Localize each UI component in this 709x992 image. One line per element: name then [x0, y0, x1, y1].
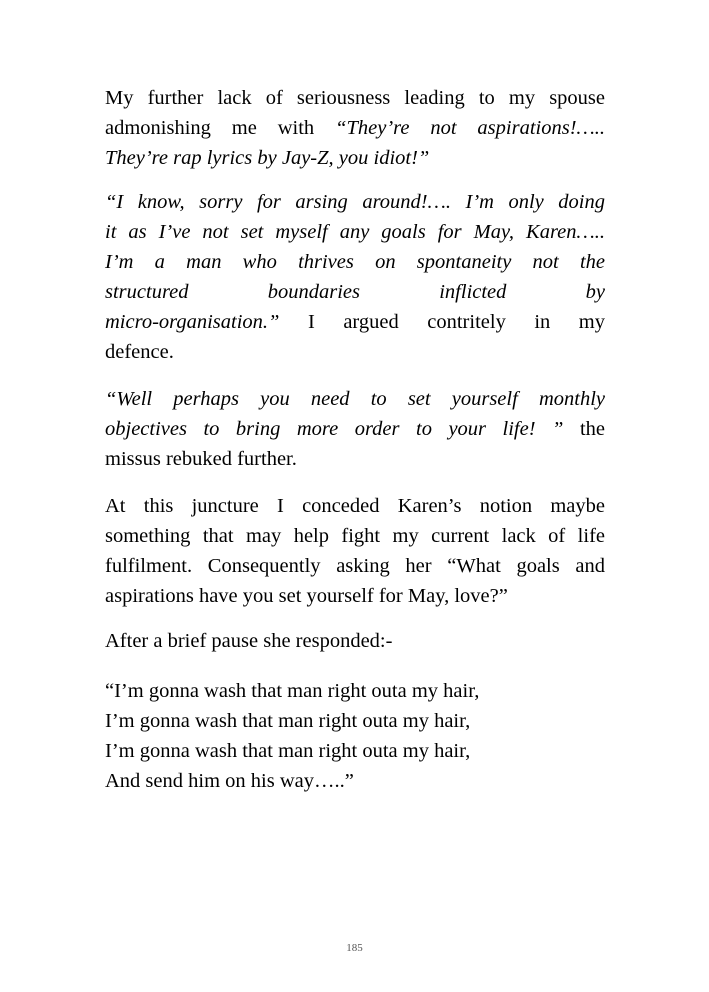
paragraph-3-line-2 — [105, 414, 605, 444]
paragraph-1-line-3: They’re rap lyrics by Jay-Z, you idiot!” — [105, 147, 430, 169]
paragraph-3-line-1: “Well perhaps you need to set yourself monthly — [105, 388, 605, 410]
paragraph-4-line-4: aspirations have you set yourself for May, love?” — [105, 585, 508, 607]
paragraph-2-line-5 — [105, 307, 605, 337]
lyrics-line-1: “I’m gonna wash that man right outa my hair, — [105, 680, 480, 702]
paragraph-2-line-2: it as I’ve not set myself any goals for May, Karen….. — [105, 221, 605, 243]
paragraph-5 — [105, 626, 605, 656]
paragraph-2-line-5-roman: I argued contritely in my — [307, 311, 606, 333]
paragraph-1 — [105, 83, 605, 173]
paragraph-4-line-1: At this juncture I conceded Karen’s notion maybe — [105, 495, 605, 517]
paragraph-1-line-2-roman: admonishing me with — [105, 117, 315, 139]
paragraph-2-line-3: I’m a man who thrives on spontaneity not the — [105, 251, 605, 273]
paragraph-3 — [105, 384, 605, 474]
page-number: 185 — [346, 942, 363, 954]
paragraph-3-line-2-italic: objectives to bring more order to your life! ” — [105, 418, 564, 440]
paragraph-3-line-3: missus rebuked further. — [105, 448, 297, 470]
paragraph-2-line-4: structured boundaries inflicted by — [105, 281, 605, 303]
paragraph-1-line-2 — [105, 113, 605, 143]
lyrics-line-4: And send him on his way…..” — [105, 770, 354, 792]
paragraph-2-line-6: defence. — [105, 341, 174, 363]
paragraph-4-line-2: something that may help fight my current lack of life — [105, 525, 605, 547]
paragraph-6-lyrics — [105, 676, 605, 796]
paragraph-1-line-2-italic: “They’re not aspirations!….. — [335, 117, 606, 139]
paragraph-5-line-1: After a brief pause she responded:- — [105, 630, 393, 652]
paragraph-2 — [105, 187, 605, 367]
paragraph-3-line-2-roman: the — [579, 418, 606, 440]
paragraph-1-line-1: My further lack of seriousness leading to my spouse — [105, 87, 605, 109]
paragraph-2-line-1: “I know, sorry for arsing around!…. I’m only doing — [105, 191, 605, 213]
lyrics-line-3: I’m gonna wash that man right outa my hair, — [105, 740, 471, 762]
paragraph-2-line-5-italic: micro-organisation.” — [105, 311, 280, 333]
paragraph-4-line-3: fulfilment. Consequently asking her “What goals and — [105, 555, 605, 577]
lyrics-line-2: I’m gonna wash that man right outa my hair, — [105, 710, 471, 732]
paragraph-4 — [105, 491, 605, 611]
